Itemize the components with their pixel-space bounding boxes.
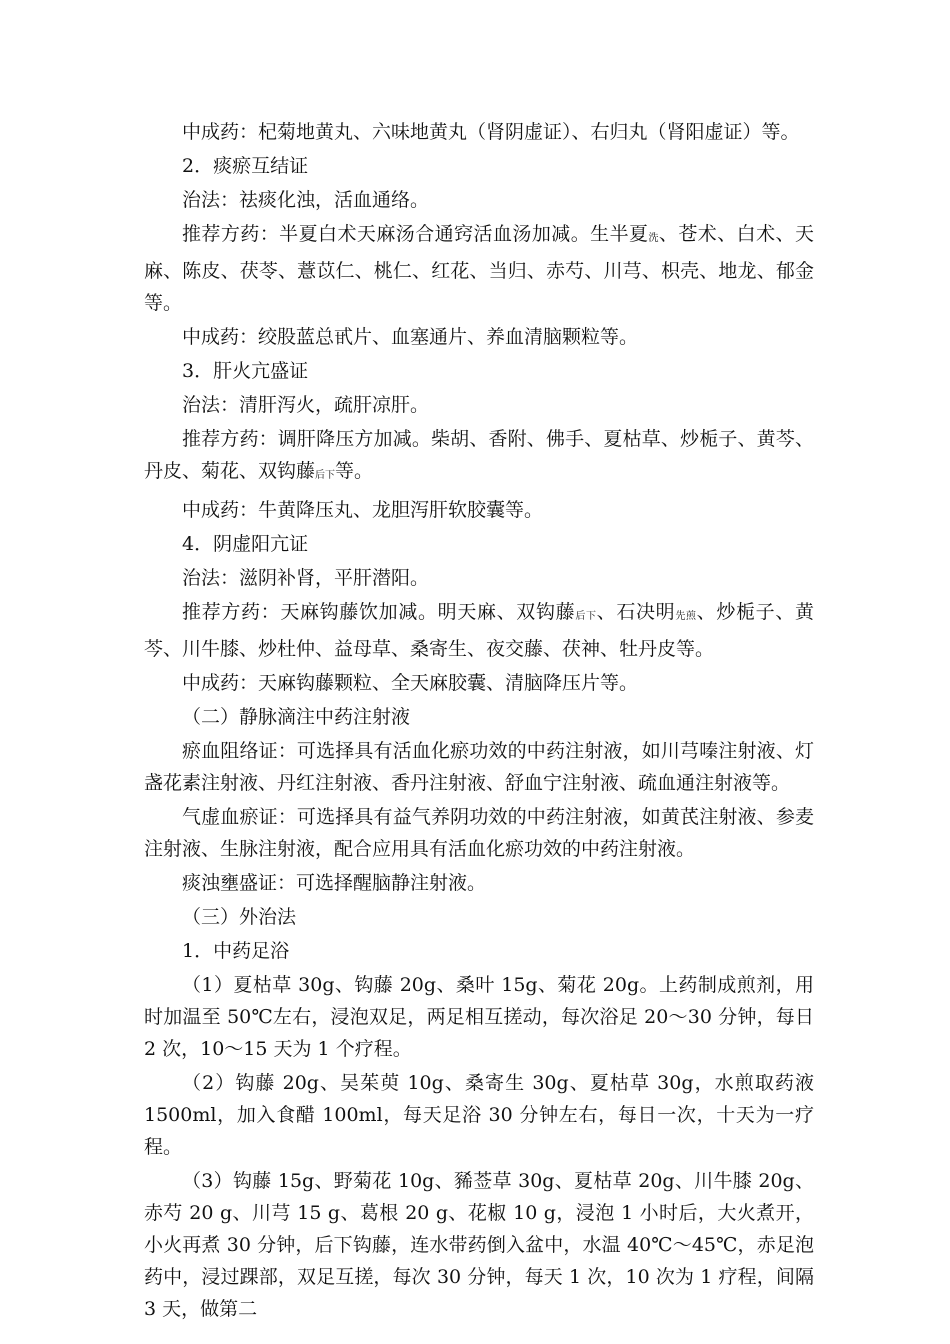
preparation-note: 先煎 xyxy=(675,611,697,622)
text-run: 、炒栀子、黄芩、川牛膝、炒杜仲、益母草、桑寄生、夜交藤、茯神、牡丹皮等。 xyxy=(144,601,814,660)
text-run: 、石决明 xyxy=(596,601,676,623)
text-run: 推荐方药：半夏白术天麻汤合通窍活血汤加减。生半夏 xyxy=(182,223,649,245)
paragraph xyxy=(144,596,814,665)
paragraph: 中成药：天麻钩藤颗粒、全天麻胶囊、清脑降压片等。 xyxy=(182,672,639,694)
preparation-note: 后下 xyxy=(575,611,597,622)
paragraph: 中成药：绞股蓝总甙片、血塞通片、养血清脑颗粒等。 xyxy=(182,326,639,348)
text-run: 等。 xyxy=(335,460,374,482)
paragraph xyxy=(144,218,814,319)
text-run: 推荐方药：天麻钩藤饮加减。明天麻、双钩藤 xyxy=(182,601,576,623)
paragraph: 中成药：牛黄降压丸、龙胆泻肝软胶囊等。 xyxy=(182,499,544,521)
section-heading: 4．阴虚阳亢证 xyxy=(182,533,309,555)
paragraph: 气虚血瘀证：可选择具有益气养阴功效的中药注射液，如黄芪注射液、参麦注射液、生脉注射液，配合应用具有活血化瘀功效的中药注射液。 xyxy=(144,806,814,860)
text-run: 、苍术、白术、天麻、陈皮、茯苓、薏苡仁、桃仁、红花、当归、赤芍、川芎、枳壳、地龙、郁金等。 xyxy=(144,223,814,314)
document-body xyxy=(144,116,814,1327)
paragraph: 治法：清肝泻火，疏肝凉肝。 xyxy=(182,394,430,416)
paragraph: （2）钩藤 20g、吴茱萸 10g、桑寄生 30g、夏枯草 30g，水煎取药液 1500ml，加入食醋 100ml，每天足浴 30 分钟左右，每日一次，十天为一疗程。 xyxy=(144,1072,814,1158)
section-heading: 3．肝火亢盛证 xyxy=(182,360,309,382)
preparation-note: 洗 xyxy=(648,233,659,244)
section-heading: 1．中药足浴 xyxy=(182,940,290,962)
section-heading: （二）静脉滴注中药注射液 xyxy=(182,706,411,728)
paragraph: 治法：滋阴补肾，平肝潜阳。 xyxy=(182,567,430,589)
paragraph: 瘀血阻络证：可选择具有活血化瘀功效的中药注射液，如川芎嗪注射液、灯盏花素注射液、丹红注射液、香丹注射液、舒血宁注射液、疏血通注射液等。 xyxy=(144,740,814,794)
paragraph: （1）夏枯草 30g、钩藤 20g、桑叶 15g、菊花 20g。上药制成煎剂，用时加温至 50℃左右，浸泡双足，两足相互搓动，每次浴足 20～30 分钟，每日 2 次，10～15 天为 1 个疗程。 xyxy=(144,974,814,1060)
preparation-note: 后下 xyxy=(315,470,336,481)
paragraph xyxy=(144,423,814,492)
paragraph: 痰浊壅盛证：可选择醒脑静注射液。 xyxy=(182,872,487,894)
paragraph: 治法：祛痰化浊，活血通络。 xyxy=(182,189,430,211)
paragraph: （3）钩藤 15g、野菊花 10g、豨莶草 30g、夏枯草 20g、川牛膝 20g、赤芍 20 g、川芎 15 g、葛根 20 g、花椒 10 g，浸泡 1 小时后，大火煮开，小火再煮 30 分钟，后下钩藤，连水带药倒入盆中，水温 40℃～45℃，赤足泡药中，浸过踝部，双足互搓，每次 30 分钟，每天 1 次，10 次为 1 疗程，间隔 3 天，做第二 xyxy=(144,1170,814,1320)
text-run: 推荐方药：调肝降压方加减。柴胡、香附、佛手、夏枯草、炒栀子、黄芩、丹皮、菊花、双钩藤 xyxy=(144,428,814,482)
section-heading: （三）外治法 xyxy=(182,906,297,928)
section-heading: 2．痰瘀互结证 xyxy=(182,155,309,177)
paragraph: 中成药：杞菊地黄丸、六味地黄丸（肾阴虚证）、右归丸（肾阳虚证）等。 xyxy=(182,121,800,143)
